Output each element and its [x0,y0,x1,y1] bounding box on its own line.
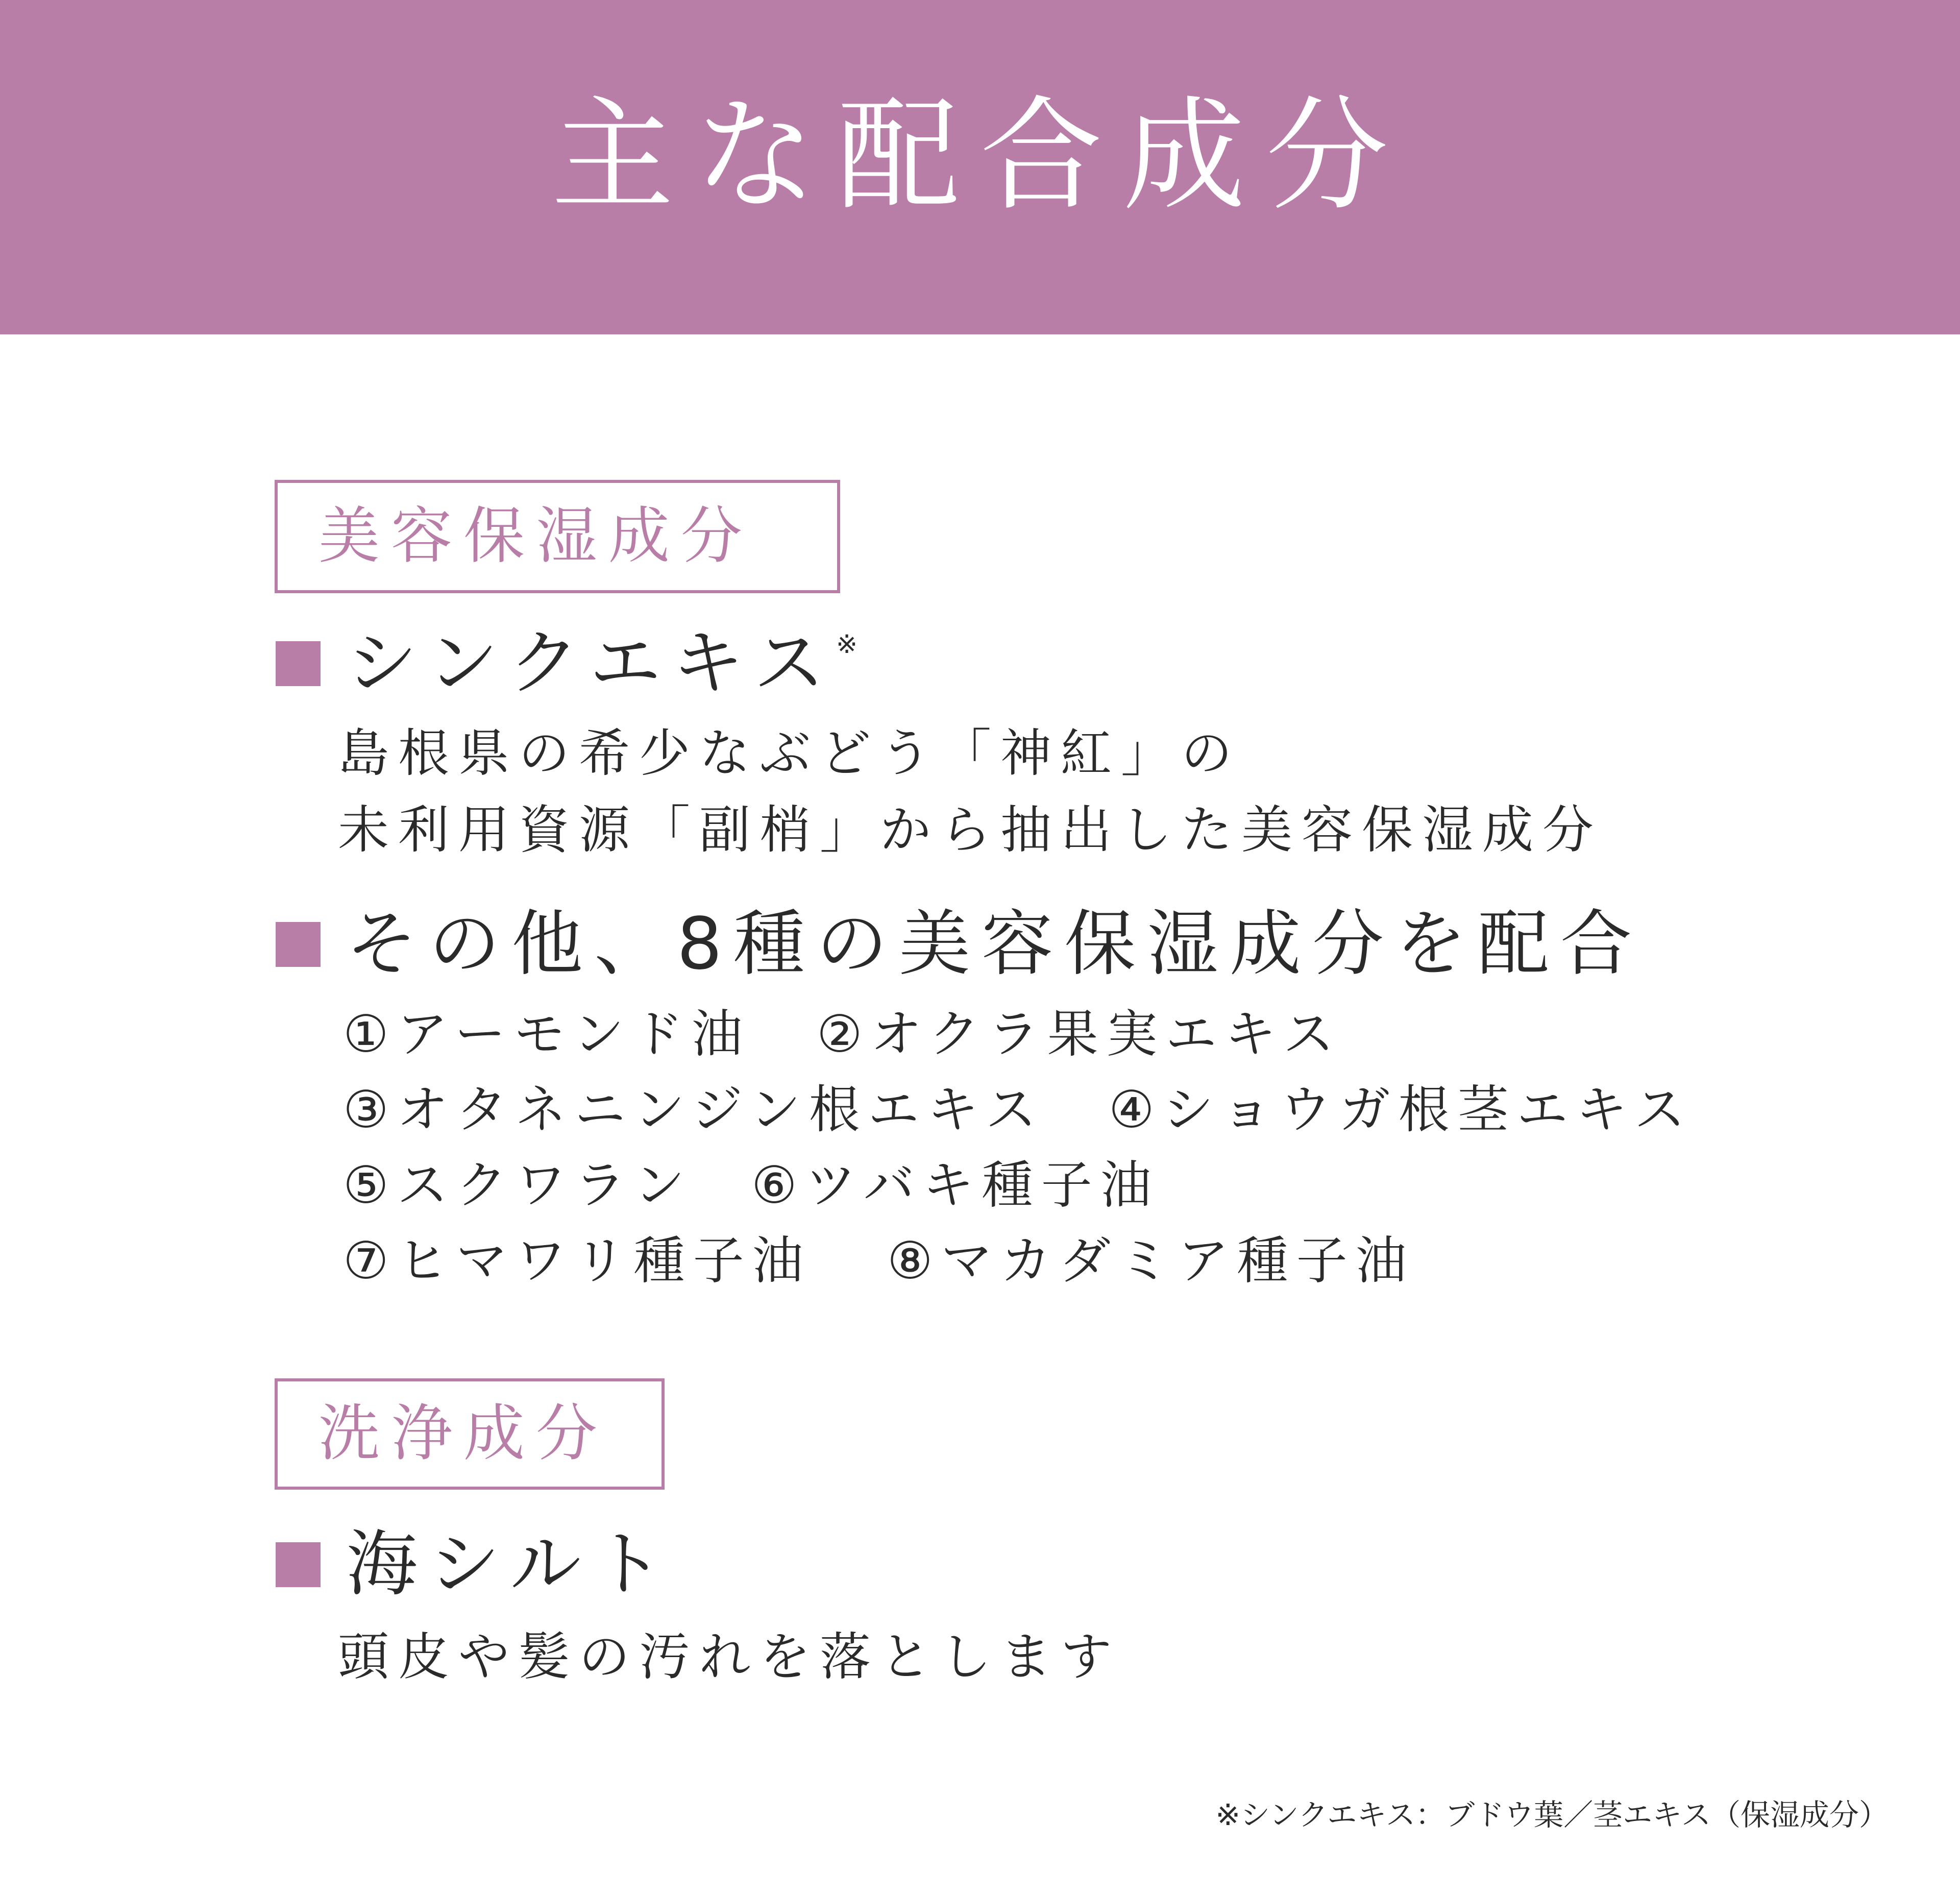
section-label-cleansing [275,1378,665,1490]
footnote: ※シンクエキス：ブドウ葉／茎エキス（保湿成分） [1215,1797,1889,1832]
ingredient-3: ③オタネニンジン根エキス [343,1080,1045,1139]
sink-extract-desc-line-1: 島根県の希少なぶどう「神紅」の [338,723,1241,783]
section-label-moisture-text: 美容保湿成分 [318,501,753,572]
ingredient-6: ⑥ツバキ種子油 [751,1155,1160,1215]
item-title-sea-silt: 海シルト [346,1523,675,1606]
square-bullet-icon [276,922,321,967]
item-heading-sea-silt [276,1523,675,1606]
sea-silt-desc: 頭皮や髪の汚れを落とします [338,1627,1121,1687]
section-label-cleansing-text: 洗浄成分 [318,1398,608,1469]
section-label-moisture [275,480,840,593]
ingredient-2: ②オクラ果実エキス [817,1004,1342,1064]
ingredient-7: ⑦ヒマワリ種子油 [343,1231,812,1291]
square-bullet-icon [276,1542,321,1587]
item-title-sink-extract: シンクエキス [346,622,837,705]
sink-extract-desc-line-2: 未利用資源「副梢」から抽出した美容保湿成分 [338,800,1603,860]
ingredient-5: ⑤スクワラン [343,1155,693,1215]
note-mark: ※ [836,629,858,659]
square-bullet-icon [276,641,321,686]
item-heading-sink-extract [276,622,858,705]
item-title-other-ingredients: その他、8種の美容保湿成分を配合 [346,903,1644,986]
header-band [0,0,1960,334]
page-title: 主な配合成分 [551,84,1409,227]
ingredient-8: ⑧マカダミア種子油 [887,1231,1415,1291]
ingredient-4: ④ショウガ根茎エキス [1109,1080,1694,1139]
item-heading-other-ingredients [276,903,1644,986]
ingredient-1: ①アーモンド油 [343,1004,751,1064]
